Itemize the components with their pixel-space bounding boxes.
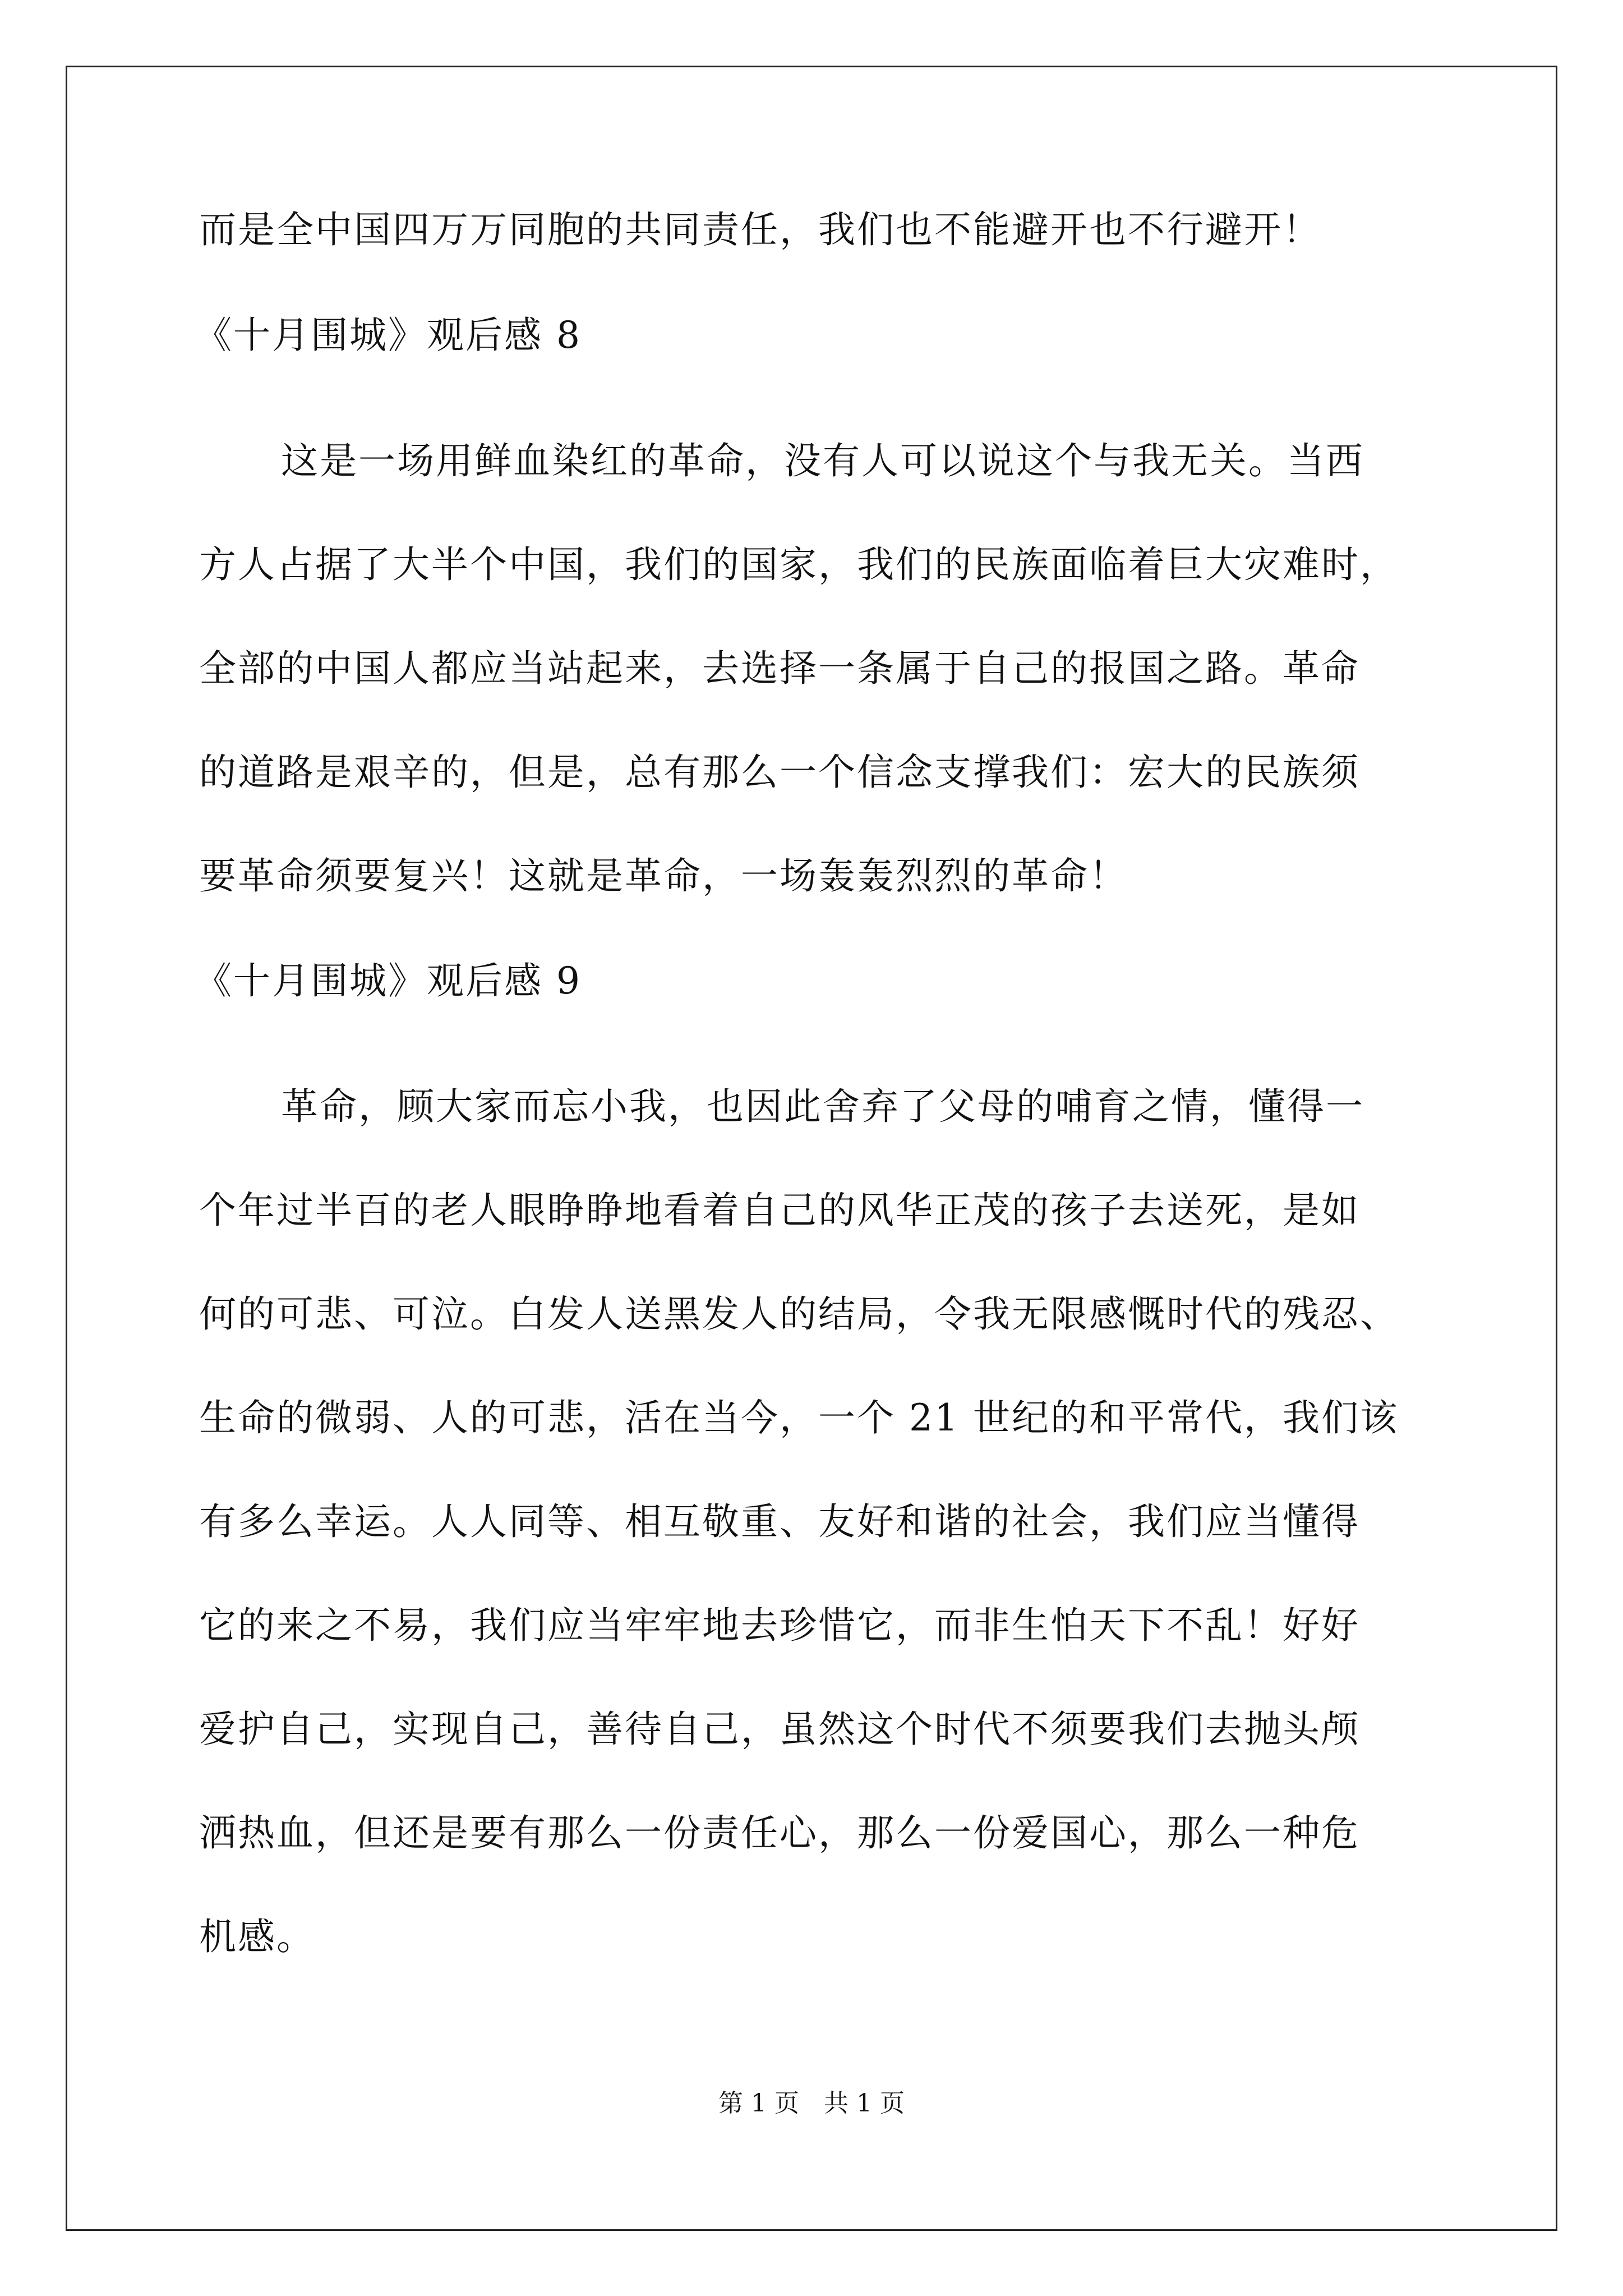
- paragraph-line: 个年过半百的老人眼睁睁地看着自己的风华正茂的孩子去送死，是如: [199, 1189, 1360, 1232]
- paragraph-line: 这是一场用鲜血染红的革命，没有人可以说这个与我无关。当西: [281, 439, 1364, 482]
- paragraph-line: 爱护自己，实现自己，善待自己，虽然这个时代不须要我们去抛头颅: [199, 1708, 1360, 1751]
- section-heading: 《十月围城》观后感 9: [195, 959, 582, 1002]
- paragraph-line: 而是全中国四万万同胞的共同责任，我们也不能避开也不行避开！: [199, 208, 1321, 251]
- page-footer: 第 1 页 共 1 页: [718, 2089, 905, 2118]
- paragraph-line: 何的可悲、可泣。白发人送黑发人的结局，令我无限感慨时代的残忍、: [199, 1292, 1399, 1336]
- page-border: [66, 66, 1557, 2231]
- paragraph-line: 它的来之不易，我们应当牢牢地去珍惜它，而非生怕天下不乱！好好: [199, 1604, 1360, 1647]
- paragraph-line: 革命，顾大家而忘小我，也因此舍弃了父母的哺育之情，懂得一: [281, 1085, 1364, 1128]
- paragraph-line: 全部的中国人都应当站起来，去选择一条属于自己的报国之路。革命: [199, 647, 1360, 690]
- paragraph-line: 洒热血，但还是要有那么一份责任心，那么一份爱国心，那么一种危: [199, 1811, 1360, 1855]
- paragraph-line: 的道路是艰辛的，但是，总有那么一个信念支撑我们：宏大的民族须: [199, 751, 1360, 794]
- paragraph-line: 要革命须要复兴！这就是革命，一场轰轰烈烈的革命！: [199, 854, 1128, 898]
- paragraph-line: 有多么幸运。人人同等、相互敬重、友好和谐的社会，我们应当懂得: [199, 1500, 1360, 1543]
- paragraph-line: 机感。: [199, 1915, 315, 1958]
- paragraph-line: 方人占据了大半个中国，我们的国家，我们的民族面临着巨大灾难时，: [199, 543, 1399, 586]
- section-heading: 《十月围城》观后感 8: [195, 314, 582, 357]
- paragraph-line: 生命的微弱、人的可悲，活在当今，一个 21 世纪的和平常代，我们该: [199, 1396, 1399, 1439]
